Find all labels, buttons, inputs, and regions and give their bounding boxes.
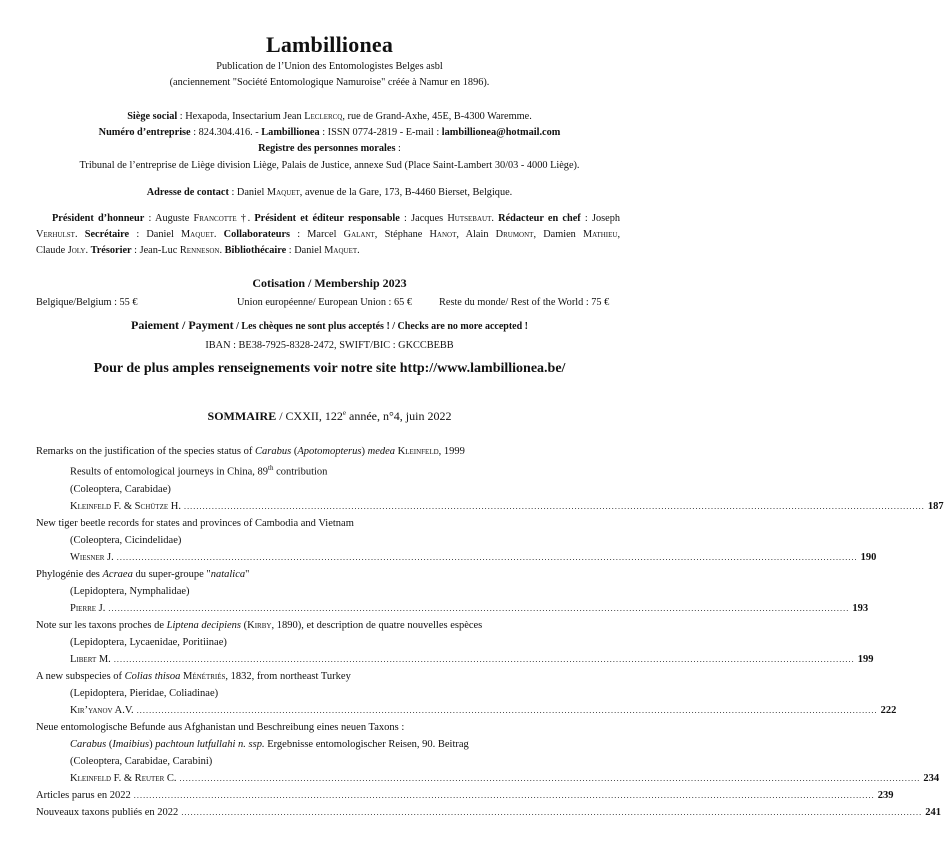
toc-page-number[interactable]: 239 bbox=[877, 789, 894, 801]
name: Verhulst bbox=[36, 229, 75, 240]
ordinal-sup: e bbox=[342, 409, 346, 417]
contact-text: : Daniel bbox=[228, 187, 267, 198]
toc-author: Kleinfeld F. & Schütze H. bbox=[70, 500, 181, 512]
leader-dots: ............................................................................................................................................................................................................................................... bbox=[116, 552, 858, 562]
toc-author: Wiesner J. bbox=[70, 551, 114, 563]
toc-entry-taxonomy: (Lepidoptera, Nymphalidae) bbox=[70, 585, 190, 597]
text: , bbox=[617, 229, 621, 240]
sommaire-label: SOMMAIRE bbox=[207, 409, 277, 423]
toc-entry-author-row bbox=[36, 651, 874, 668]
name: Mathieu bbox=[583, 229, 618, 240]
leader-dots: ............................................................................................................................................................................................................................................... bbox=[183, 501, 925, 511]
contact-label: Adresse de contact bbox=[146, 187, 229, 198]
toc-entry-row[interactable] bbox=[36, 804, 941, 821]
toc-entry-title[interactable]: Neue entomologische Befunde aus Afghanistan und Beschreibung eines neuen Taxons : bbox=[36, 721, 405, 733]
toc-entry-taxonomy: (Coleoptera, Cicindelidae) bbox=[70, 534, 182, 546]
toc-entry-title[interactable]: Phylogénie des Acraea du super-groupe "natalica" bbox=[36, 568, 250, 580]
toc-entry-subtitle: Results of entomological journeys in China, 89th contribution bbox=[70, 464, 328, 478]
text: Claude bbox=[36, 245, 68, 256]
contact-name: Maquet bbox=[266, 187, 300, 198]
text: . bbox=[213, 229, 224, 240]
contact-address: , avenue de la Gare, 173, B-4460 Bierset, Belgique. bbox=[299, 187, 513, 198]
text: : Joseph bbox=[580, 213, 620, 224]
name: Hutsebaut bbox=[447, 213, 492, 224]
leader-dots: ............................................................................................................................................................................................................................................... bbox=[179, 773, 921, 783]
toc-entry-title[interactable]: New tiger beetle records for states and provinces of Cambodia and Vietnam bbox=[36, 517, 354, 529]
siege-social-line bbox=[0, 110, 659, 123]
toc-entry-title: Nouveaux taxons publiés en 2022 bbox=[36, 806, 179, 818]
issue-date: année, n°4, juin 2022 bbox=[346, 409, 452, 423]
toc-page-number[interactable]: 193 bbox=[852, 602, 869, 614]
membership-title: Cotisation / Membership 2023 bbox=[252, 276, 407, 290]
leader-dots: ............................................................................................................................................................................................................................................... bbox=[136, 705, 878, 715]
leader-dots: ............................................................................................................................................................................................................................................... bbox=[181, 807, 923, 817]
journal-title: Lambillionea bbox=[265, 32, 394, 57]
leader-dots: ............................................................................................................................................................................................................................................... bbox=[133, 790, 875, 800]
toc-author: Libert M. bbox=[70, 653, 111, 665]
text: : Jacques bbox=[399, 213, 448, 224]
payment-label: Paiement / Payment bbox=[131, 318, 234, 332]
fee-europe: Union européenne/ European Union : 65 € bbox=[237, 297, 413, 308]
entreprise-label: Numéro d’entreprise bbox=[98, 127, 191, 138]
email-link[interactable]: lambillionea@hotmail.com bbox=[441, 127, 561, 138]
text: . bbox=[491, 213, 499, 224]
toc-page-number[interactable]: 190 bbox=[860, 551, 877, 563]
toc-entry-title[interactable]: Note sur les taxons proches de Liptena decipiens (Kirby, 1890), et description de quatre nouvelles espèces bbox=[36, 619, 483, 631]
payment-line bbox=[0, 318, 659, 333]
toc-entry-title: Articles parus en 2022 bbox=[36, 789, 131, 801]
text: . bbox=[85, 245, 91, 256]
text: . bbox=[357, 245, 360, 256]
siege-address: , rue de Grand-Axhe, 45E, B-4300 Waremme. bbox=[342, 111, 532, 122]
officers-line-3 bbox=[36, 244, 620, 257]
toc-page-number[interactable]: 222 bbox=[880, 704, 897, 716]
text: †. bbox=[236, 213, 255, 224]
collaborators-label: Collaborateurs bbox=[223, 229, 291, 240]
toc-page-number[interactable]: 234 bbox=[923, 772, 940, 784]
text: , Stéphane bbox=[374, 229, 430, 240]
subtitle-history: (anciennement "Société Entomologique Namuroise" créée à Namur en 1896). bbox=[169, 77, 490, 88]
website-line[interactable]: Pour de plus amples renseignements voir notre site http://www.lambillionea.be/ bbox=[93, 361, 566, 376]
toc-entry-author-row bbox=[36, 600, 869, 617]
siege-name: Leclercq bbox=[304, 111, 343, 122]
toc-entry-subtitle: Carabus (Imaibius) pachtoun lutfullahi n. ssp. Ergebnisse entomologischer Reisen, 90. Beitrag bbox=[70, 738, 469, 750]
text: . bbox=[219, 245, 225, 256]
text: , Alain bbox=[456, 229, 496, 240]
registre-label: Registre des personnes morales bbox=[258, 143, 396, 154]
toc-entry-title[interactable]: A new subspecies of Colias thisoa Ménétriés, 1832, from northeast Turkey bbox=[36, 670, 351, 682]
name: Maquet bbox=[324, 245, 358, 256]
librarian-label: Bibliothécaire bbox=[224, 245, 287, 256]
toc-entry-author-row bbox=[36, 549, 877, 566]
toc-entry-title[interactable]: Remarks on the justification of the species status of Carabus (Apotomopterus) medea Kleinfeld, 1999 bbox=[36, 446, 465, 457]
name: Hanot bbox=[429, 229, 457, 240]
toc-page-number[interactable]: 199 bbox=[857, 653, 874, 665]
contact-line bbox=[0, 186, 659, 199]
registre-colon: : bbox=[395, 143, 401, 154]
honorary-president-label: Président d’honneur bbox=[52, 213, 145, 224]
entreprise-text: : 824.304.416. - bbox=[190, 127, 262, 138]
text: : Daniel bbox=[286, 245, 325, 256]
name: Maquet bbox=[181, 229, 214, 240]
issue-text: / CXXII, 122 bbox=[276, 409, 343, 423]
toc-entry-row[interactable] bbox=[36, 787, 894, 804]
toc-entry-author-row bbox=[36, 498, 944, 515]
editor-label: Rédacteur en chef bbox=[498, 213, 581, 224]
name: Renneson bbox=[179, 245, 220, 256]
table-of-contents bbox=[36, 443, 944, 821]
toc-author: Kleinfeld F. & Reuter C. bbox=[70, 772, 177, 784]
toc-page-number[interactable]: 187 bbox=[927, 500, 944, 512]
subtitle-publication: Publication de l’Union des Entomologistes Belges asbl bbox=[216, 61, 443, 72]
text: , Damien bbox=[533, 229, 584, 240]
officers-line-2 bbox=[36, 228, 620, 241]
text: . bbox=[74, 229, 85, 240]
toc-author: Pierre J. bbox=[70, 602, 106, 614]
entreprise-line bbox=[0, 126, 659, 139]
name: Joly bbox=[67, 245, 86, 256]
sommaire-heading bbox=[0, 409, 659, 424]
leader-dots: ............................................................................................................................................................................................................................................... bbox=[113, 654, 855, 664]
lambillionea-label: Lambillionea bbox=[261, 127, 320, 138]
treasurer-label: Trésorier bbox=[90, 245, 132, 256]
toc-entry-taxonomy: (Lepidoptera, Pieridae, Coliadinae) bbox=[70, 687, 219, 699]
iban-line: IBAN : BE38-7925-8328-2472, SWIFT/BIC : GKCCBEBB bbox=[205, 340, 454, 351]
text: : Auguste bbox=[144, 213, 194, 224]
siege-label: Siège social bbox=[127, 111, 178, 122]
toc-page-number[interactable]: 241 bbox=[925, 806, 941, 818]
tribunal-line: Tribunal de l’entreprise de Liège division Liège, Palais de Justice, annexe Sud (Place Saint-Lambert 30/03 - 4000 Liège). bbox=[79, 160, 580, 171]
issn-text: : ISSN 0774-2819 - E-mail : bbox=[319, 127, 442, 138]
text: : Jean-Luc bbox=[131, 245, 180, 256]
officers-line-1 bbox=[52, 212, 620, 225]
leader-dots: ............................................................................................................................................................................................................................................... bbox=[108, 603, 850, 613]
president-label: Président et éditeur responsable bbox=[254, 213, 400, 224]
toc-entry-taxonomy: (Coleoptera, Carabidae, Carabini) bbox=[70, 755, 213, 767]
name: Francotte bbox=[193, 213, 237, 224]
name: Galant bbox=[343, 229, 375, 240]
toc-entry-taxonomy: (Lepidoptera, Lycaenidae, Poritiinae) bbox=[70, 636, 227, 648]
name: Drumont bbox=[495, 229, 534, 240]
registre-line bbox=[0, 142, 659, 155]
fee-world: Reste du monde/ Rest of the World : 75 € bbox=[439, 297, 610, 308]
text: : Marcel bbox=[290, 229, 344, 240]
secretary-label: Secrétaire bbox=[84, 229, 130, 240]
toc-entry-author-row bbox=[36, 770, 940, 787]
text: : Daniel bbox=[129, 229, 182, 240]
toc-author: Kir’yanov A.V. bbox=[70, 704, 134, 716]
siege-text: : Hexapoda, Insectarium Jean bbox=[177, 111, 305, 122]
toc-entry-taxonomy: (Coleoptera, Carabidae) bbox=[70, 483, 171, 495]
toc-entry-author-row bbox=[36, 702, 897, 719]
payment-notice: / Les chèques ne sont plus acceptés ! / Checks are no more accepted ! bbox=[233, 321, 528, 332]
fee-belgium: Belgique/Belgium : 55 € bbox=[36, 297, 138, 308]
